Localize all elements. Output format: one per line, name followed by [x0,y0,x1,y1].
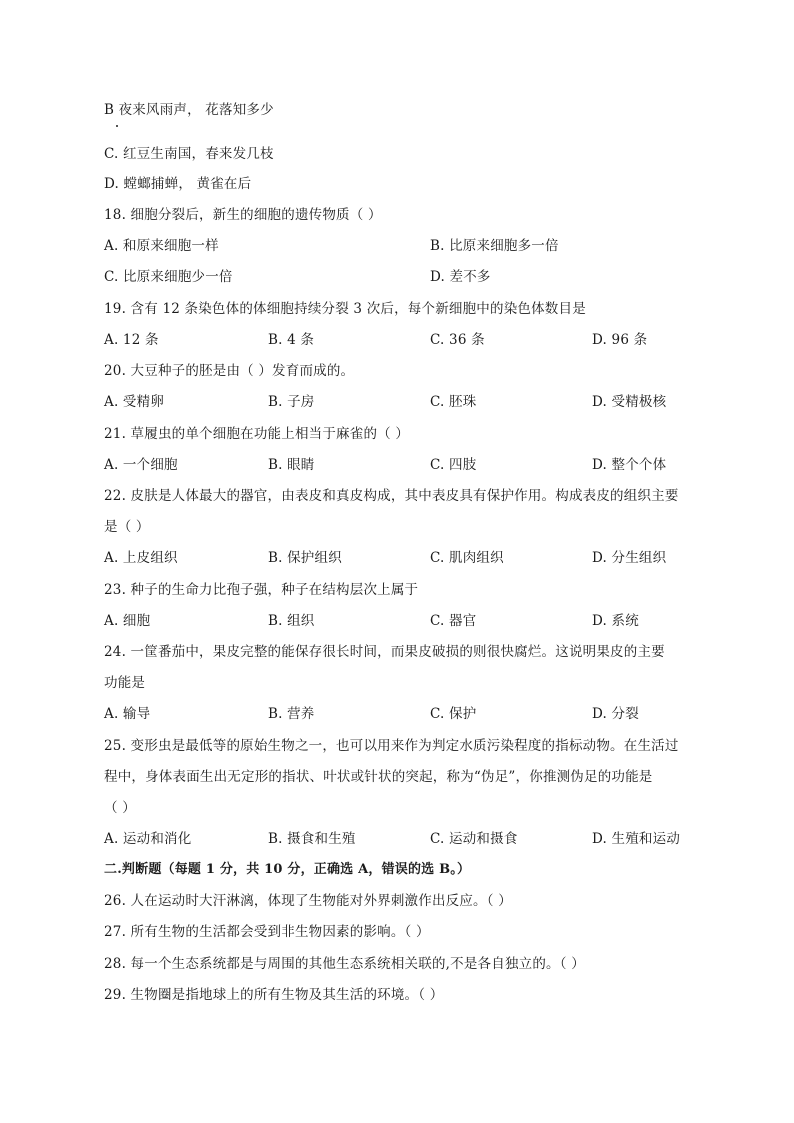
question-20: 20. 大豆种子的胚是由（ ）发育而成的。 [104,363,355,379]
option-c: C. 器官 [430,613,477,629]
option-d: D. 分裂 [592,706,639,722]
question-18: 18. 细胞分裂后，新生的细胞的遗传物质（ ） [104,207,382,223]
question-25: 25. 变形虫是最低等的原始生物之一，也可以用来作为判定水质污染程度的指标动物。在生活过 [104,738,679,754]
option-d: D. 整个个体 [592,457,667,473]
option-b: B. 摄食和生殖 [268,831,356,847]
option-b: B. 保护组织 [268,550,342,566]
option-c: C. 运动和摄食 [430,831,518,847]
option-c: C. 胚珠 [430,394,477,410]
question-25-blank: （ ） [104,800,136,816]
option-b: B. 比原来细胞多一倍 [430,238,559,254]
option-b: B. 眼睛 [268,457,315,473]
option-b: B. 子房 [268,394,315,410]
option-a: A. 受精卵 [104,394,165,410]
option-c: C. 比原来细胞少一倍 [104,269,233,285]
question-24: 24. 一筐番茄中，果皮完整的能保存很长时间，而果皮破损的则很快腐烂。这说明果皮的主要 [104,644,665,660]
question-26: 26. 人在运动时大汗淋漓，体现了生物能对外界刺激作出反应。（ ） [104,893,512,909]
question-19: 19. 含有 12 条染色体的体细胞持续分裂 3 次后，每个新细胞中的染色体数目是 [104,301,586,317]
option-line: B 夜来风雨声， 花落知多少 [104,102,274,118]
question-29: 29. 生物圈是指地球上的所有生物及其生活的环境。（ ） [104,987,444,1003]
question-28: 28. 每一个生态系统都是与周围的其他生态系统相关联的,不是各自独立的。（ ） [104,956,585,972]
options-19 [104,331,704,349]
question-25-cont: 程中，身体表面生出无定形的指状、叶状或针状的突起，称为“伪足”，你推测伪足的功能是 [104,769,653,785]
stray-dot [116,125,118,127]
option-d: D. 生殖和运动 [592,831,681,847]
option-d: D. 系统 [592,613,639,629]
option-d: D. 分生组织 [592,550,667,566]
option-d: D. 受精极核 [592,394,667,410]
option-d: D. 差不多 [430,269,491,285]
options-23 [104,612,704,630]
question-22-cont: 是（ ） [104,519,150,535]
option-c: C. 36 条 [430,332,485,348]
options-20 [104,393,704,411]
section-heading: 二.判断题（每题 1 分，共 10 分，正确选 A，错误的选 B。） [104,862,471,877]
question-22: 22. 皮肤是人体最大的器官，由表皮和真皮构成，其中表皮具有保护作用。构成表皮的组织主要 [104,488,679,504]
option-a: A. 和原来细胞一样 [104,238,219,254]
option-a: A. 上皮组织 [104,550,178,566]
option-line: D. 螳螂捕蝉， 黄雀在后 [104,176,252,192]
options-22 [104,549,704,567]
option-line: C. 红豆生南国，春来发几枝 [104,146,274,162]
options-25 [104,830,704,848]
option-a: A. 12 条 [104,332,159,348]
question-23: 23. 种子的生命力比孢子强，种子在结构层次上属于 [104,582,419,598]
question-24-cont: 功能是 [104,675,146,691]
option-d: D. 96 条 [592,332,648,348]
option-a: A. 一个细胞 [104,457,178,473]
option-c: C. 保护 [430,706,477,722]
option-c: C. 四肢 [430,457,477,473]
question-21: 21. 草履虫的单个细胞在功能上相当于麻雀的（ ） [104,426,410,442]
options-18b [104,268,704,286]
option-a: A. 输导 [104,706,151,722]
options-24 [104,705,704,723]
options-18a [104,237,704,255]
question-27: 27. 所有生物的生活都会受到非生物因素的影响。（ ） [104,924,430,940]
option-a: A. 细胞 [104,613,151,629]
option-c: C. 肌肉组织 [430,550,504,566]
option-b: B. 4 条 [268,332,315,348]
option-b: B. 组织 [268,613,315,629]
option-b: B. 营养 [268,706,315,722]
options-21 [104,456,704,474]
option-a: A. 运动和消化 [104,831,192,847]
